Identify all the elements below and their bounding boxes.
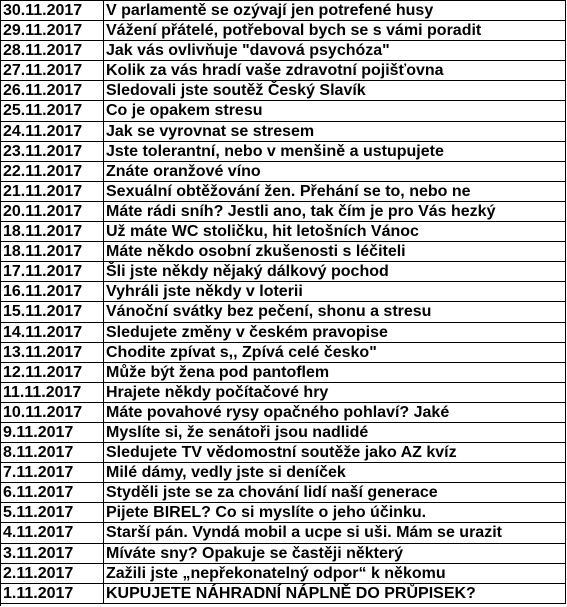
table-row <box>1 182 566 202</box>
table-row <box>1 463 566 483</box>
table-row <box>1 584 566 604</box>
topic-cell[interactable]: Sledujete TV vědomostní soutěže jako AZ kvíz <box>104 443 566 462</box>
date-cell[interactable]: 30.11.2017 <box>1 1 104 20</box>
date-cell[interactable]: 7.11.2017 <box>1 463 104 482</box>
topic-cell[interactable]: V parlamentě se ozývají jen potrefené husy <box>104 1 566 20</box>
date-cell[interactable]: 18.11.2017 <box>1 242 104 261</box>
table-row <box>1 323 566 343</box>
date-cell[interactable]: 26.11.2017 <box>1 81 104 100</box>
table-row <box>1 1 566 21</box>
date-cell[interactable]: 21.11.2017 <box>1 182 104 201</box>
table-row <box>1 383 566 403</box>
topic-cell[interactable]: Jste tolerantní, nebo v menšině a ustupujete <box>104 142 566 161</box>
topic-cell[interactable]: Může být žena pod pantoflem <box>104 363 566 382</box>
topic-cell[interactable]: Kolik za vás hradí vaše zdravotní pojišťovna <box>104 61 566 80</box>
topic-cell[interactable]: Starší pán. Vyndá mobil a ucpe si uši. Mám se urazit <box>104 523 566 542</box>
date-cell[interactable]: 5.11.2017 <box>1 503 104 522</box>
table-row <box>1 343 566 363</box>
table-row <box>1 262 566 282</box>
date-cell[interactable]: 23.11.2017 <box>1 142 104 161</box>
date-cell[interactable]: 8.11.2017 <box>1 443 104 462</box>
table-row <box>1 443 566 463</box>
topic-cell[interactable]: Myslíte si, že senátoři jsou nadlidé <box>104 423 566 442</box>
date-cell[interactable]: 29.11.2017 <box>1 21 104 40</box>
table-row <box>1 61 566 81</box>
date-cell[interactable]: 6.11.2017 <box>1 483 104 502</box>
date-cell[interactable]: 18.11.2017 <box>1 222 104 241</box>
topic-cell[interactable]: Styděli jste se za chování lidí naší generace <box>104 483 566 502</box>
table-row <box>1 403 566 423</box>
date-cell[interactable]: 11.11.2017 <box>1 383 104 402</box>
table-row <box>1 222 566 242</box>
date-cell[interactable]: 12.11.2017 <box>1 363 104 382</box>
table-row <box>1 363 566 383</box>
date-cell[interactable]: 25.11.2017 <box>1 101 104 120</box>
date-cell[interactable]: 4.11.2017 <box>1 523 104 542</box>
date-cell[interactable]: 9.11.2017 <box>1 423 104 442</box>
topic-cell[interactable]: Vážení přátelé, potřeboval bych se s vámi poradit <box>104 21 566 40</box>
topic-cell[interactable]: Už máte WC stoličku, hit letošních Vánoc <box>104 222 566 241</box>
date-cell[interactable]: 24.11.2017 <box>1 122 104 141</box>
date-cell[interactable]: 27.11.2017 <box>1 61 104 80</box>
date-cell[interactable]: 10.11.2017 <box>1 403 104 422</box>
date-cell[interactable]: 3.11.2017 <box>1 544 104 563</box>
date-cell[interactable]: 16.11.2017 <box>1 282 104 301</box>
date-cell[interactable]: 1.11.2017 <box>1 584 104 603</box>
topic-cell[interactable]: Hrajete někdy počítačové hry <box>104 383 566 402</box>
table-row <box>1 142 566 162</box>
topic-cell[interactable]: Vyhráli jste někdy v loterii <box>104 282 566 301</box>
table-row <box>1 282 566 302</box>
topic-cell[interactable]: Znáte oranžové víno <box>104 162 566 181</box>
table-row <box>1 101 566 121</box>
table-row <box>1 81 566 101</box>
topic-cell[interactable]: Máte rádi sníh? Jestli ano, tak čím je pro Vás hezký <box>104 202 566 221</box>
table-row <box>1 544 566 564</box>
topic-cell[interactable]: Sledovali jste soutěž Český Slavík <box>104 81 566 100</box>
topic-cell[interactable]: Vánoční svátky bez pečení, shonu a stresu <box>104 302 566 321</box>
date-cell[interactable]: 22.11.2017 <box>1 162 104 181</box>
table-row <box>1 202 566 222</box>
topic-cell[interactable]: Chodite zpívat s,, Zpívá celé česko" <box>104 343 566 362</box>
table-row <box>1 423 566 443</box>
topic-cell[interactable]: Jak se vyrovnat se stresem <box>104 122 566 141</box>
topic-cell[interactable]: KUPUJETE NÁHRADNÍ NÁPLNĚ DO PRŮPISEK? <box>104 584 566 603</box>
table-row <box>1 564 566 584</box>
topic-cell[interactable]: Milé dámy, vedly jste si deníček <box>104 463 566 482</box>
topic-cell[interactable]: Máte povahové rysy opačného pohlaví? Jaké <box>104 403 566 422</box>
topic-cell[interactable]: Šli jste někdy nějaký dálkový pochod <box>104 262 566 281</box>
topic-cell[interactable]: Sexuální obtěžování žen. Přehání se to, nebo ne <box>104 182 566 201</box>
topic-cell[interactable]: Co je opakem stresu <box>104 101 566 120</box>
table-row <box>1 483 566 503</box>
date-cell[interactable]: 2.11.2017 <box>1 564 104 583</box>
date-cell[interactable]: 15.11.2017 <box>1 302 104 321</box>
table-row <box>1 41 566 61</box>
table-row <box>1 242 566 262</box>
table-row <box>1 122 566 142</box>
topic-cell[interactable]: Máte někdo osobní zkušenosti s léčiteli <box>104 242 566 261</box>
table-row <box>1 21 566 41</box>
date-cell[interactable]: 14.11.2017 <box>1 323 104 342</box>
date-cell[interactable]: 20.11.2017 <box>1 202 104 221</box>
topic-cell[interactable]: Zažili jste „nepřekonatelný odpor“ k někomu <box>104 564 566 583</box>
topic-cell[interactable]: Pijete BIREL? Co si myslíte o jeho účinku. <box>104 503 566 522</box>
table-row <box>1 503 566 523</box>
topic-cell[interactable]: Míváte sny? Opakuje se častěji některý <box>104 544 566 563</box>
date-cell[interactable]: 28.11.2017 <box>1 41 104 60</box>
table-row <box>1 302 566 322</box>
table-row <box>1 523 566 543</box>
topic-cell[interactable]: Jak vás ovlivňuje "davová psychóza" <box>104 41 566 60</box>
table-row <box>1 162 566 182</box>
date-cell[interactable]: 13.11.2017 <box>1 343 104 362</box>
date-cell[interactable]: 17.11.2017 <box>1 262 104 281</box>
topic-cell[interactable]: Sledujete změny v českém pravopise <box>104 323 566 342</box>
